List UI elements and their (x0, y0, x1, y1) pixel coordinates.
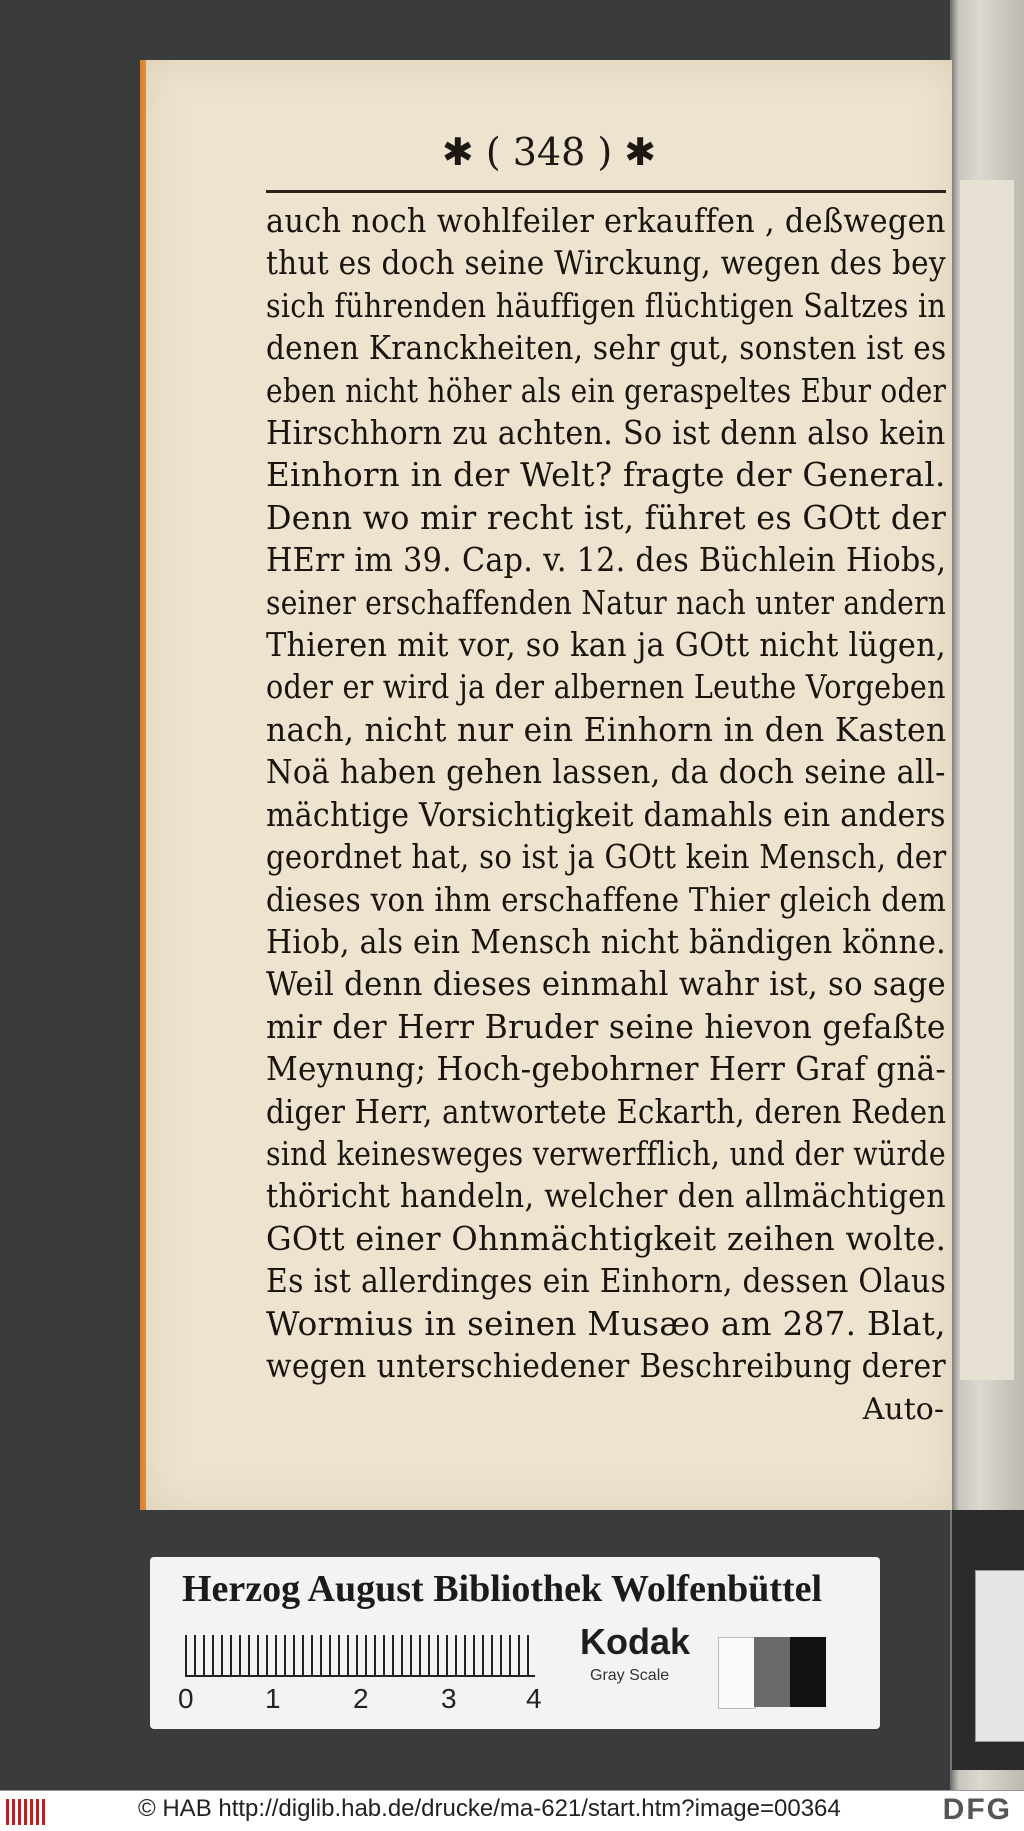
text-line: oder er wird ja der albernen Leuthe Vorgeben (266, 667, 946, 707)
text-line: wegen unterschiedener Beschreibung derer (266, 1345, 946, 1385)
text-line: Noä haben gehen lassen, da doch seine all- (266, 752, 946, 792)
scale-ruler (185, 1635, 535, 1677)
text-line: Wormius in seinen Musæo am 287. Blat, (266, 1303, 946, 1343)
text-line: denen Kranckheiten, sehr gut, sonsten ist es (266, 328, 947, 368)
color-card (150, 1557, 880, 1729)
text-line: thut es doch seine Wirckung, wegen des bey (266, 243, 946, 283)
adjacent-page-strip (960, 180, 1014, 1380)
ruler-number: 1 (265, 1683, 281, 1714)
text-line: Hiob, als ein Mensch nicht bändigen könne. (266, 921, 946, 961)
text-line: dieses von ihm erschaffene Thier gleich dem (266, 879, 947, 919)
dfg-logo: DFG (942, 1793, 1012, 1826)
ruler-number: 2 (353, 1683, 369, 1714)
text-line: eben nicht höher als ein geraspeltes Ebur oder (266, 370, 947, 410)
text-line: GOtt einer Ohnmächtigkeit zeihen wolte. (266, 1218, 947, 1258)
text-line: Denn wo mir recht ist, führet es GOtt der (266, 497, 947, 537)
header-rule (266, 190, 946, 193)
text-line: geordnet hat, so ist ja GOtt kein Mensch, der (266, 837, 947, 877)
text-line: Meynung; Hoch-gebohrner Herr Graf gnä- (266, 1049, 947, 1089)
page-header: ✱ ( 348 ) ✱ (441, 130, 657, 174)
library-name: Herzog August Bibliothek Wolfenbüttel (182, 1568, 823, 1610)
text-line: Weil denn dieses einmahl wahr ist, so sage (266, 964, 947, 1004)
gray-patch (754, 1637, 790, 1707)
clamp-label (975, 1570, 1024, 1742)
black-patch (790, 1637, 826, 1707)
text-line: mächtige Vorsichtigkeit damahls ein anders (266, 794, 946, 834)
page-text (266, 200, 946, 1387)
text-line: Einhorn in der Welt? fragte der General. (266, 455, 946, 495)
kodak-logo: Kodak (580, 1621, 691, 1662)
catchword: Auto- (862, 1392, 944, 1427)
footer-bar (0, 1790, 1024, 1831)
hab-logo-icon (6, 1799, 46, 1825)
text-line: diger Herr, antwortete Eckarth, deren Reden (266, 1091, 947, 1131)
text-line: HErr im 39. Cap. v. 12. des Büchlein Hiobs, (266, 540, 947, 580)
text-line: nach, nicht nur ein Einhorn in den Kasten (266, 709, 947, 749)
text-line: sich führenden häuffigen flüchtigen Saltzes in (266, 285, 946, 325)
copyright-url[interactable]: © HAB http://diglib.hab.de/drucke/ma-621/start.htm?image=00364 (138, 1795, 841, 1822)
text-line: auch noch wohlfeiler erkauffen , deßwegen (266, 201, 946, 240)
text-line: thöricht handeln, welcher den allmächtigen (266, 1176, 946, 1216)
gray-scale-label: Gray Scale (590, 1667, 670, 1684)
text-line: seiner erschaffenden Natur nach unter andern (266, 582, 947, 622)
text-line: mir der Herr Bruder seine hievon gefaßte (266, 1006, 946, 1046)
text-line: Es ist allerdinges ein Einhorn, dessen Olaus (266, 1261, 947, 1301)
text-line: Hirschhorn zu achten. So ist denn also kein (266, 413, 946, 453)
ruler-number: 0 (178, 1683, 194, 1714)
ruler-number: 4 (526, 1683, 542, 1714)
text-line: sind keinesweges verwerfflich, und der würde (266, 1133, 946, 1173)
ruler-number: 3 (441, 1683, 457, 1714)
text-line: Thieren mit vor, so kan ja GOtt nicht lügen, (266, 625, 946, 665)
book-page (146, 60, 952, 1510)
white-patch (718, 1637, 756, 1709)
